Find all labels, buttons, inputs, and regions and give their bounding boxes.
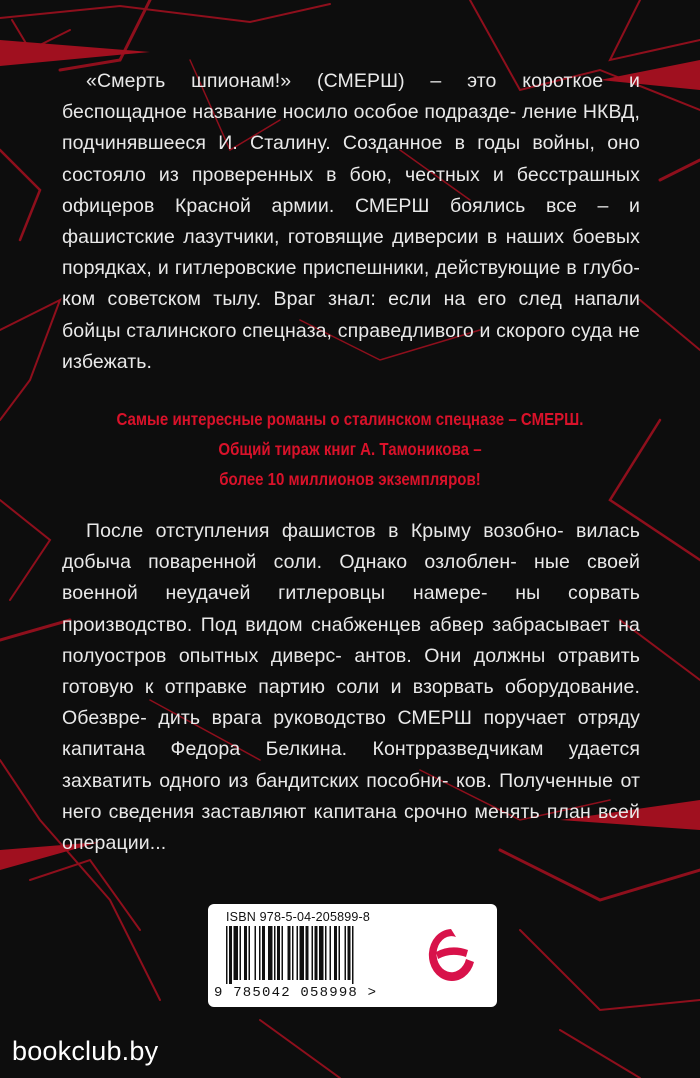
line: и гитлеровские приспешники, действующие в глубо-	[157, 257, 640, 280]
line: капитана Федора Белкина. Контрразведчикам	[62, 738, 569, 761]
line: и беспощадное название носило особое подразде-	[62, 70, 640, 124]
line: в годы войны, оно состояло из проверенных в бою,	[62, 132, 640, 186]
line: партию соли и взорвать оборудование. Обезвре-	[62, 676, 640, 730]
line: СМЕРШ боялись все – и фашистские лазутчики,	[62, 194, 640, 249]
promo-line: Общий тираж книг А. Тамоникова –	[218, 439, 482, 459]
line: абвер забрасывает на полуостров опытных диверс-	[62, 613, 640, 667]
line: готовящие диверсии в наших боевых порядках,	[62, 226, 640, 280]
barcode-number: 9 785042 058998 >	[214, 985, 378, 1001]
series-promo	[83, 404, 616, 494]
line: честных и бесстрашных офицеров Красной армии.	[62, 163, 640, 217]
line: ны сорвать производство. Под видом снабженцев	[62, 582, 640, 636]
line: ков. Полученные от него сведения заставляют	[62, 769, 640, 823]
synopsis-paragraph-1	[62, 66, 640, 378]
line: дить врага руководство СМЕРШ поручает отряду	[158, 707, 640, 730]
watermark-bookclub: bookclub.by	[12, 1036, 159, 1066]
synopsis-paragraph-2	[62, 516, 640, 859]
line: ные своей военной неудачей гитлеровцы намере-	[62, 551, 640, 605]
line: капитана срочно менять план всей операции...	[62, 800, 640, 855]
line: После отступления фашистов в Крыму возобно-	[86, 520, 576, 542]
line: антов. Они должны отравить готовую к отправке	[62, 644, 641, 699]
promo-line: Самые интересные романы о сталинском спецназе – СМЕРШ.	[116, 409, 584, 429]
line: вилась добыча поваренной соли. Однако озлоблен-	[62, 520, 640, 574]
isbn-label: ISBN 978-5-04-205899-8	[226, 910, 371, 924]
line: напали бойцы сталинского спецназа, справедливого	[62, 288, 640, 342]
publisher-logo-icon	[426, 926, 476, 984]
line: «Смерть шпионам!» (СМЕРШ) – это короткое	[86, 70, 629, 92]
barcode-icon	[226, 926, 396, 984]
line: ление НКВД, подчинявшееся И. Сталину. Созданное	[62, 101, 640, 155]
line: удается захватить одного из бандитских пособни-	[62, 738, 640, 792]
line: и скорого суда не избежать.	[62, 319, 640, 373]
line: ком советском тылу. Враг знал: если на его след	[62, 288, 575, 311]
promo-line: более 10 миллионов экземпляров!	[219, 469, 481, 489]
